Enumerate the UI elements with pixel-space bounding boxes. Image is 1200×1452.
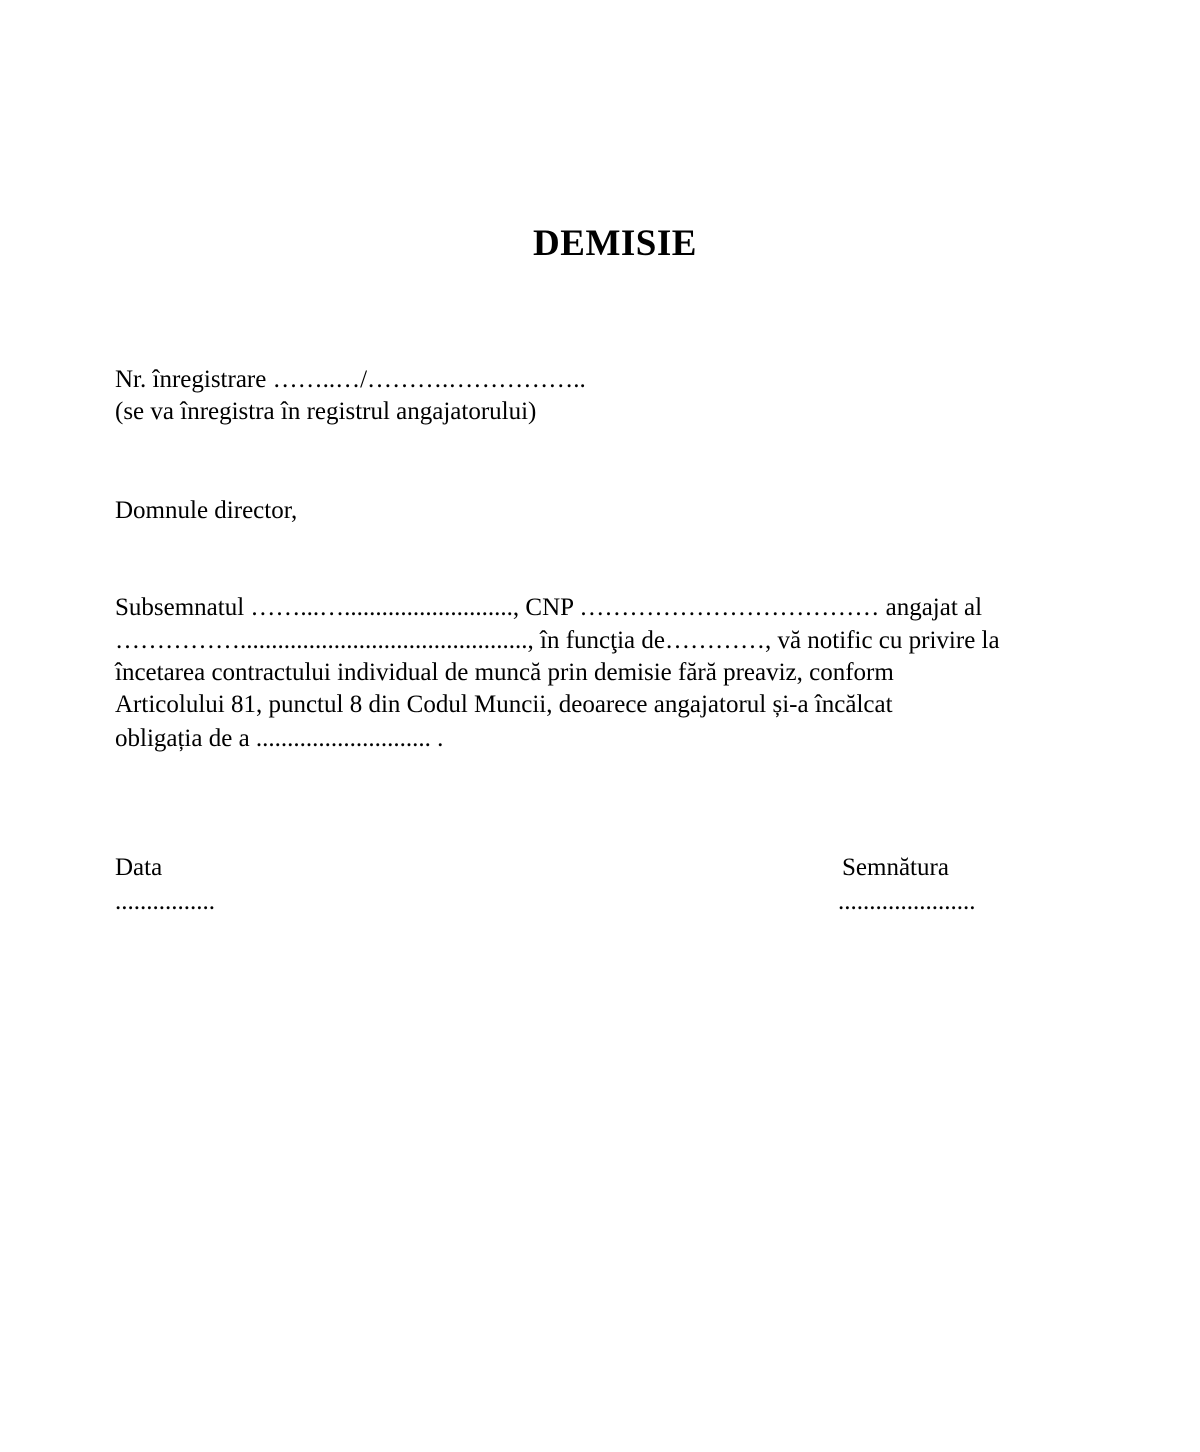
- body-line-2: …………….............................................., în funcţia de…………, vă notific cu privire la: [115, 627, 1000, 654]
- body-line-1: Subsemnatul ……...…..........................., CNP ……………………………… angajat al: [115, 594, 983, 621]
- body-line-4: Articolului 81, punctul 8 din Codul Muncii, deoarece angajatorul și-a încălcat: [115, 691, 893, 718]
- document-title: DEMISIE: [533, 223, 697, 264]
- signature-label: Semnătura: [842, 854, 949, 881]
- body-line-5: obligația de a ............................ .: [115, 725, 444, 752]
- registration-note: (se va înregistra în registrul angajatorului): [115, 398, 537, 425]
- signature-placeholder: ......................: [838, 888, 976, 915]
- date-label: Data: [115, 854, 163, 881]
- body-line-3: încetarea contractului individual de muncă prin demisie fără preaviz, conform: [115, 659, 894, 686]
- registration-number-line: Nr. înregistrare ……..…/……….……………..: [115, 366, 586, 393]
- salutation: Domnule director,: [115, 497, 298, 524]
- date-placeholder: ................: [115, 888, 215, 915]
